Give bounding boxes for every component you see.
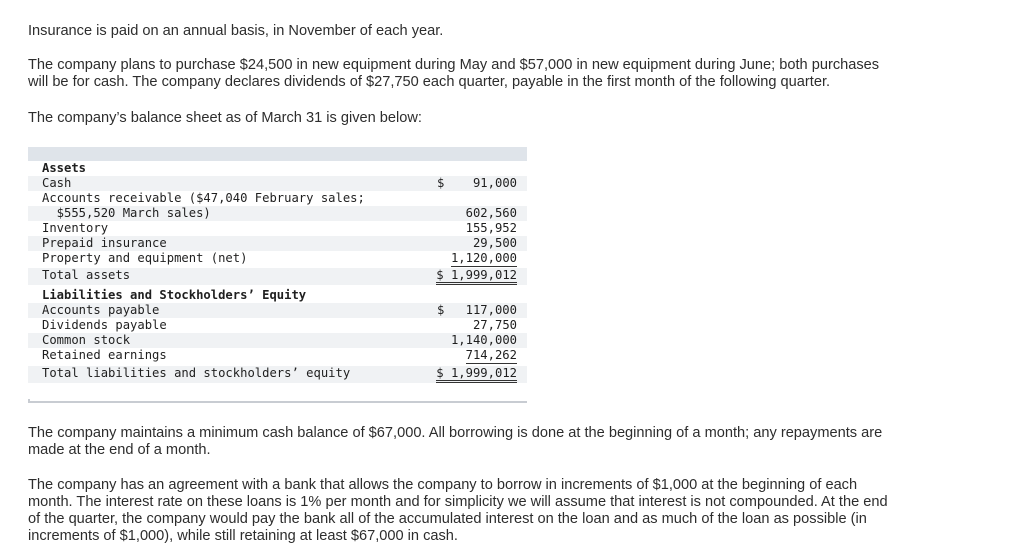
- equipment-dividends-paragraph: The company plans to purchase $24,500 in new equipment during May and $57,000 in new equipment during June; both purchases will be for cash. The company declares dividends of $27,750 each quarter, payable in the first month of the following quarter.: [28, 57, 880, 90]
- prepaid-insurance-row: Prepaid insurance 29,500: [28, 236, 527, 251]
- minimum-cash-paragraph: The company maintains a minimum cash balance of $67,000. All borrowing is done at the beginning of a month; any repayments are made at the end of a month.: [28, 425, 883, 458]
- liabilities-heading-row: Liabilities and Stockholders’ Equity: [42, 288, 307, 302]
- balance-sheet-intro: The company’s balance sheet as of March 31 is given below:: [28, 110, 422, 126]
- dividends-payable-row: Dividends payable 27,750: [42, 318, 517, 332]
- common-stock-row: Common stock 1,140,000: [28, 333, 527, 348]
- table-header-bar: [28, 147, 527, 161]
- accounts-receivable-row-1: Accounts receivable ($47,040 February sales;: [42, 191, 365, 205]
- total-assets-row: Total assets $ 1,999,012: [28, 268, 527, 285]
- bank-agreement-paragraph: The company has an agreement with a bank that allows the company to borrow in increments of $1,000 at the beginning of each month. The interest rate on these loans is 1% per month and for simplicity we will assume that interest is not compounded. At the end of the quarter, the company would pay the bank all of the accumulated interest on the loan and as much of the loan as possible (in increments of $1,000), while still retaining at least $67,000 in cash.: [28, 477, 888, 544]
- retained-earnings-row: Retained earnings 714,262: [42, 348, 517, 362]
- accounts-payable-row: Accounts payable $ 117,000: [28, 303, 527, 318]
- inventory-row: Inventory 155,952: [42, 221, 517, 235]
- accounts-receivable-row-2: $555,520 March sales) 602,560: [28, 206, 527, 221]
- property-equipment-row: Property and equipment (net) 1,120,000: [42, 251, 517, 265]
- cash-row: Cash $ 91,000: [28, 176, 527, 191]
- total-liabilities-equity-row: Total liabilities and stockholders’ equity $ 1,999,012: [28, 366, 527, 383]
- insurance-paragraph: Insurance is paid on an annual basis, in November of each year.: [28, 23, 444, 39]
- assets-heading-row: Assets: [42, 161, 87, 175]
- balance-sheet-table: [28, 147, 527, 403]
